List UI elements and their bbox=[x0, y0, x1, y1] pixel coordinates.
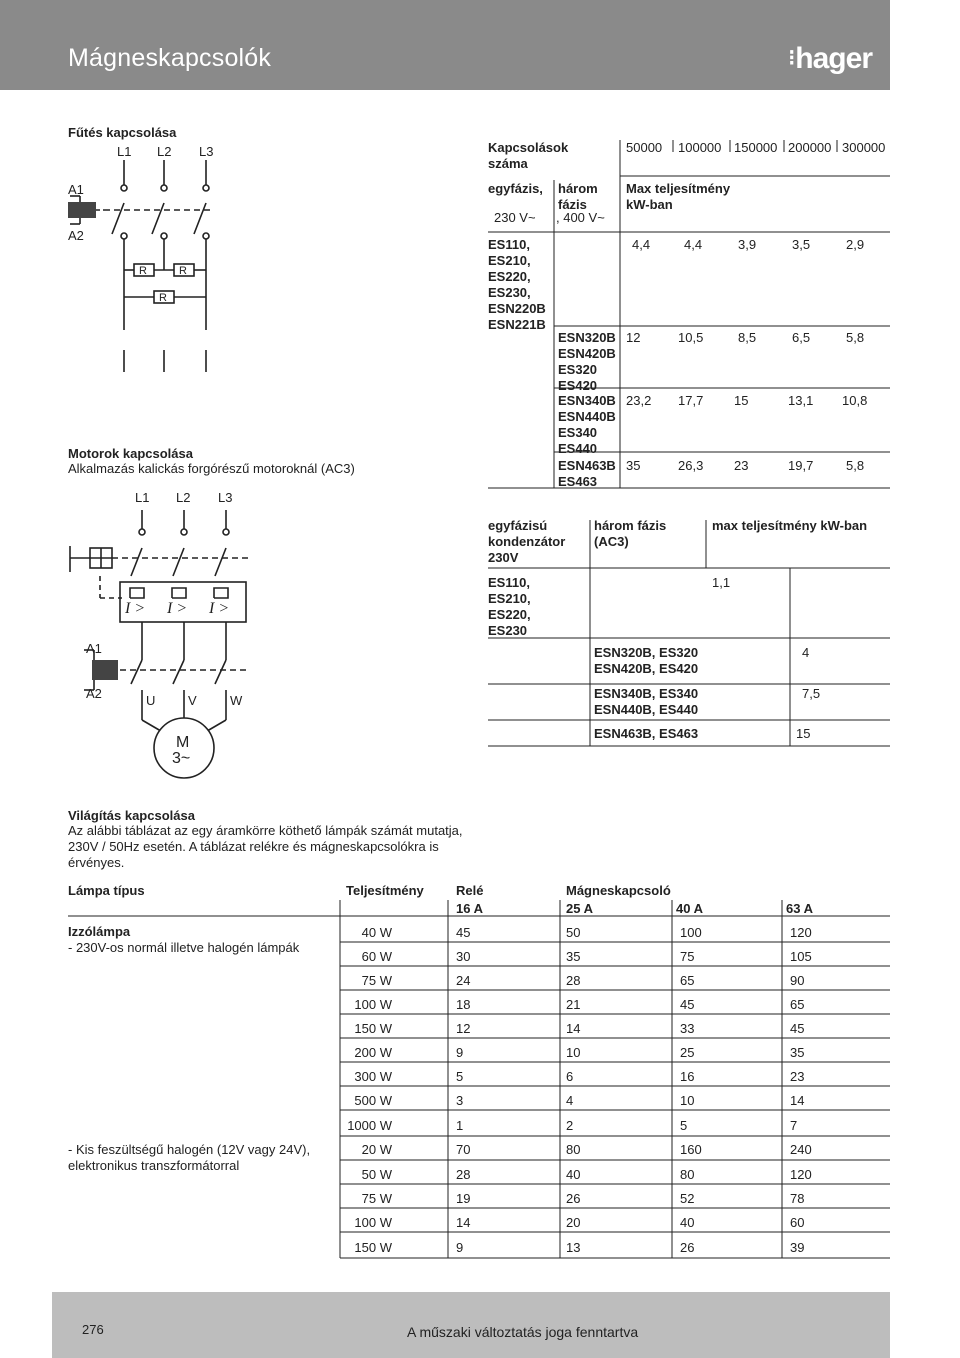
heating-a1: A1 bbox=[68, 182, 84, 197]
lt-power-cell: 40 W bbox=[361, 925, 392, 940]
t1-row3-three: ESN340B ESN440B ES340 ES440 bbox=[558, 393, 616, 456]
motor-terminal-u: U bbox=[146, 693, 156, 708]
footer-note: A műszaki változtatás joga fenntartva bbox=[407, 1324, 639, 1340]
lt-count-cell: 65 bbox=[680, 973, 695, 988]
lt-power-cell: 20 W bbox=[361, 1142, 392, 1157]
t1-cell: 5,8 bbox=[846, 458, 865, 473]
lt-count-cell: 5 bbox=[456, 1069, 464, 1084]
lt-count-cell: 33 bbox=[680, 1021, 695, 1036]
lt-count-cell: 1 bbox=[456, 1118, 464, 1133]
lt-count-cell: 28 bbox=[566, 973, 581, 988]
lt-count-cell: 28 bbox=[456, 1167, 471, 1182]
t1-header-single: egyfázis, bbox=[488, 181, 543, 196]
lt-count-cell: 160 bbox=[680, 1142, 702, 1157]
overload-i: I bbox=[167, 600, 173, 617]
overload-relay-label: I > bbox=[167, 600, 188, 617]
t1-count-200000: 200000 bbox=[788, 140, 832, 155]
t1-cell: 13,1 bbox=[788, 393, 814, 408]
page-footer bbox=[52, 1292, 890, 1358]
hager-logo: ⁝hager bbox=[788, 42, 872, 75]
heating-phase-l1: L1 bbox=[117, 144, 132, 159]
lt-count-cell: 26 bbox=[566, 1191, 581, 1206]
t1-count-50000: 50000 bbox=[626, 140, 663, 155]
t2-row4-val: 15 bbox=[796, 726, 811, 741]
t1-cell: 5,8 bbox=[846, 330, 865, 345]
lt-power-cell: 500 W bbox=[354, 1093, 392, 1108]
t1-cell: 10,8 bbox=[842, 393, 868, 408]
lt-header-25a: 25 A bbox=[566, 901, 593, 916]
lt-power-cell: 100 W bbox=[354, 1215, 392, 1230]
heating-title: Fűtés kapcsolása bbox=[68, 125, 177, 140]
lt-count-cell: 20 bbox=[566, 1215, 581, 1230]
lt-count-cell: 45 bbox=[456, 925, 471, 940]
lt-count-cell: 52 bbox=[680, 1191, 695, 1206]
lt-count-cell: 6 bbox=[566, 1069, 574, 1084]
t1-cell: 35 bbox=[626, 458, 641, 473]
t1-cell: 26,3 bbox=[678, 458, 704, 473]
t1-cell: 17,7 bbox=[678, 393, 704, 408]
heating-phase-l3: L3 bbox=[199, 144, 214, 159]
lt-header-relay: Relé bbox=[456, 883, 484, 898]
motor-terminal-w: W bbox=[230, 693, 243, 708]
t1-header-count: Kapcsolások száma bbox=[488, 140, 569, 171]
heating-phase-l2: L2 bbox=[157, 144, 172, 159]
resistor-label: R bbox=[159, 292, 167, 304]
lt-count-cell: 75 bbox=[680, 949, 695, 964]
lt-count-cell: 12 bbox=[456, 1021, 471, 1036]
t1-header-max: Max teljesítmény kW-ban bbox=[626, 181, 731, 212]
t2-row3-val: 7,5 bbox=[802, 686, 821, 701]
t1-row1-single: ES110, ES210, ES220, ES230, ESN220B ESN221B bbox=[488, 237, 546, 332]
overload-relay-label: I > bbox=[209, 600, 230, 617]
motor-terminal-v: V bbox=[188, 693, 197, 708]
t1-count-300000: 300000 bbox=[842, 140, 886, 155]
t1-cell: 23,2 bbox=[626, 393, 652, 408]
lt-power-cell: 100 W bbox=[354, 997, 392, 1012]
motor-phase-l2: L2 bbox=[176, 490, 191, 505]
lt-count-cell: 45 bbox=[790, 1021, 805, 1036]
t1-cell: 15 bbox=[734, 393, 749, 408]
lt-count-cell: 14 bbox=[456, 1215, 471, 1230]
lt-count-cell: 2 bbox=[566, 1118, 574, 1133]
lt-power-cell: 75 W bbox=[361, 1191, 392, 1206]
lt-count-cell: 25 bbox=[680, 1045, 695, 1060]
t1-cell: 3,9 bbox=[738, 237, 757, 252]
lt-count-cell: 24 bbox=[456, 973, 471, 988]
lt-power-cell: 60 W bbox=[361, 949, 392, 964]
lt-power-cell: 75 W bbox=[361, 973, 392, 988]
lt-count-cell: 120 bbox=[790, 1167, 812, 1182]
lt-header-power: Teljesítmény bbox=[346, 883, 424, 898]
overload-relay-label: I > bbox=[125, 600, 146, 617]
lt-count-cell: 14 bbox=[790, 1093, 805, 1108]
t1-cell: 6,5 bbox=[792, 330, 811, 345]
lt-count-cell: 40 bbox=[566, 1167, 581, 1182]
lt-header-contactor: Mágneskapcsoló bbox=[566, 883, 671, 898]
t1-cell: 19,7 bbox=[788, 458, 814, 473]
lt-count-cell: 23 bbox=[790, 1069, 805, 1084]
lt-count-cell: 35 bbox=[566, 949, 581, 964]
motor-symbol-m: M bbox=[176, 734, 190, 751]
lt-count-cell: 3 bbox=[456, 1093, 464, 1108]
page-number: 276 bbox=[82, 1322, 104, 1337]
lt-power-cell: 200 W bbox=[354, 1045, 392, 1060]
lt-group2-desc: - Kis feszültségű halogén (12V vagy 24V), elektronikus transzformátorral bbox=[68, 1142, 311, 1173]
motor-a1: A1 bbox=[86, 641, 102, 656]
lt-count-cell: 30 bbox=[456, 949, 471, 964]
motor-phase-l3: L3 bbox=[218, 490, 233, 505]
lt-count-cell: 39 bbox=[790, 1240, 805, 1255]
lt-power-cell: 150 W bbox=[354, 1021, 392, 1036]
lt-power-cell: 300 W bbox=[354, 1069, 392, 1084]
t1-header-three: három fázis bbox=[558, 181, 598, 212]
lt-count-cell: 78 bbox=[790, 1191, 805, 1206]
resistor-label: R bbox=[179, 265, 187, 277]
t1-row2-three: ESN320B ESN420B ES320 ES420 bbox=[558, 330, 616, 393]
lt-count-cell: 100 bbox=[680, 925, 702, 940]
lt-count-cell: 10 bbox=[566, 1045, 581, 1060]
lighting-title: Világítás kapcsolása bbox=[68, 808, 195, 823]
t1-count-150000: 150000 bbox=[734, 140, 778, 155]
lt-group1-title: Izzólámpa bbox=[68, 924, 131, 939]
t1-cell: 8,5 bbox=[738, 330, 757, 345]
t1-header-three-voltage: , 400 V~ bbox=[556, 210, 605, 225]
motor-subtitle: Alkalmazás kalickás forgórészű motoroknál (AC3) bbox=[68, 461, 355, 476]
lt-count-cell: 70 bbox=[456, 1142, 471, 1157]
lt-count-cell: 26 bbox=[680, 1240, 695, 1255]
lt-header-16a: 16 A bbox=[456, 901, 483, 916]
coil-symbol bbox=[68, 202, 96, 218]
lt-count-cell: 120 bbox=[790, 925, 812, 940]
lt-count-cell: 5 bbox=[680, 1118, 688, 1133]
lt-count-cell: 65 bbox=[790, 997, 805, 1012]
t1-row4-three: ESN463B ES463 bbox=[558, 458, 616, 489]
lt-count-cell: 80 bbox=[566, 1142, 581, 1157]
t1-cell: 3,5 bbox=[792, 237, 811, 252]
lt-power-cell: 1000 W bbox=[347, 1118, 392, 1133]
motor-a2: A2 bbox=[86, 686, 102, 701]
lt-count-cell: 105 bbox=[790, 949, 812, 964]
t2-row2-val: 4 bbox=[802, 645, 810, 660]
lt-count-cell: 18 bbox=[456, 997, 471, 1012]
lt-count-cell: 7 bbox=[790, 1118, 798, 1133]
lt-count-cell: 35 bbox=[790, 1045, 805, 1060]
lt-power-cell: 150 W bbox=[354, 1240, 392, 1255]
logo-text: hager bbox=[795, 42, 872, 75]
page-title: Mágneskapcsolók bbox=[68, 44, 272, 72]
lt-count-cell: 90 bbox=[790, 973, 805, 988]
lt-count-cell: 4 bbox=[566, 1093, 574, 1108]
lt-count-cell: 40 bbox=[680, 1215, 695, 1230]
lt-count-cell: 16 bbox=[680, 1069, 695, 1084]
t1-header-single-voltage: 230 V~ bbox=[494, 210, 536, 225]
lt-count-cell: 9 bbox=[456, 1240, 464, 1255]
heating-a2: A2 bbox=[68, 228, 84, 243]
t1-count-100000: 100000 bbox=[678, 140, 722, 155]
t2-row2-three: ESN320B, ES320 ESN420B, ES420 bbox=[594, 645, 699, 676]
motor-coil-symbol bbox=[92, 660, 118, 680]
motor-title: Motorok kapcsolása bbox=[68, 446, 193, 461]
t2-row4-three: ESN463B, ES463 bbox=[594, 726, 699, 741]
t2-row1-val: 1,1 bbox=[712, 575, 731, 590]
lt-count-cell: 50 bbox=[566, 925, 581, 940]
t2-header-max: max teljesítmény kW-ban bbox=[712, 518, 868, 533]
overload-i: I bbox=[209, 600, 215, 617]
lt-header-63a: 63 A bbox=[786, 901, 813, 916]
lt-count-cell: 13 bbox=[566, 1240, 581, 1255]
lt-count-cell: 45 bbox=[680, 997, 695, 1012]
lt-count-cell: 21 bbox=[566, 997, 581, 1012]
motor-symbol-3phase: 3~ bbox=[172, 750, 191, 767]
t1-cell: 2,9 bbox=[846, 237, 865, 252]
resistor-label: R bbox=[139, 265, 147, 277]
t1-cell: 10,5 bbox=[678, 330, 704, 345]
lt-count-cell: 9 bbox=[456, 1045, 464, 1060]
lt-group1-desc: - 230V-os normál illetve halogén lámpák bbox=[68, 940, 300, 955]
t2-header-three: három fázis (AC3) bbox=[594, 518, 667, 549]
t2-header-single: egyfázisú kondenzátor 230V bbox=[488, 518, 566, 565]
t1-cell: 12 bbox=[626, 330, 641, 345]
lt-count-cell: 14 bbox=[566, 1021, 581, 1036]
lt-count-cell: 10 bbox=[680, 1093, 695, 1108]
lt-count-cell: 240 bbox=[790, 1142, 812, 1157]
lt-header-40a: 40 A bbox=[676, 901, 703, 916]
lt-count-cell: 80 bbox=[680, 1167, 695, 1182]
lt-power-cell: 50 W bbox=[361, 1167, 392, 1182]
lt-count-cell: 19 bbox=[456, 1191, 471, 1206]
motor-phase-l1: L1 bbox=[135, 490, 150, 505]
lt-header-type: Lámpa típus bbox=[68, 883, 145, 898]
lt-count-cell: 60 bbox=[790, 1215, 805, 1230]
t1-cell: 23 bbox=[734, 458, 749, 473]
t1-cell: 4,4 bbox=[632, 237, 651, 252]
lighting-description: Az alábbi táblázat az egy áramkörre köthető lámpák számát mutatja, 230V / 50Hz esetén. A táblázat relékre és mágneskapcsolókra is érvényes. bbox=[68, 823, 463, 870]
overload-i: I bbox=[125, 600, 131, 617]
t2-row1-single: ES110, ES210, ES220, ES230 bbox=[488, 575, 531, 638]
t1-cell: 4,4 bbox=[684, 237, 703, 252]
t2-row3-three: ESN340B, ES340 ESN440B, ES440 bbox=[594, 686, 699, 717]
